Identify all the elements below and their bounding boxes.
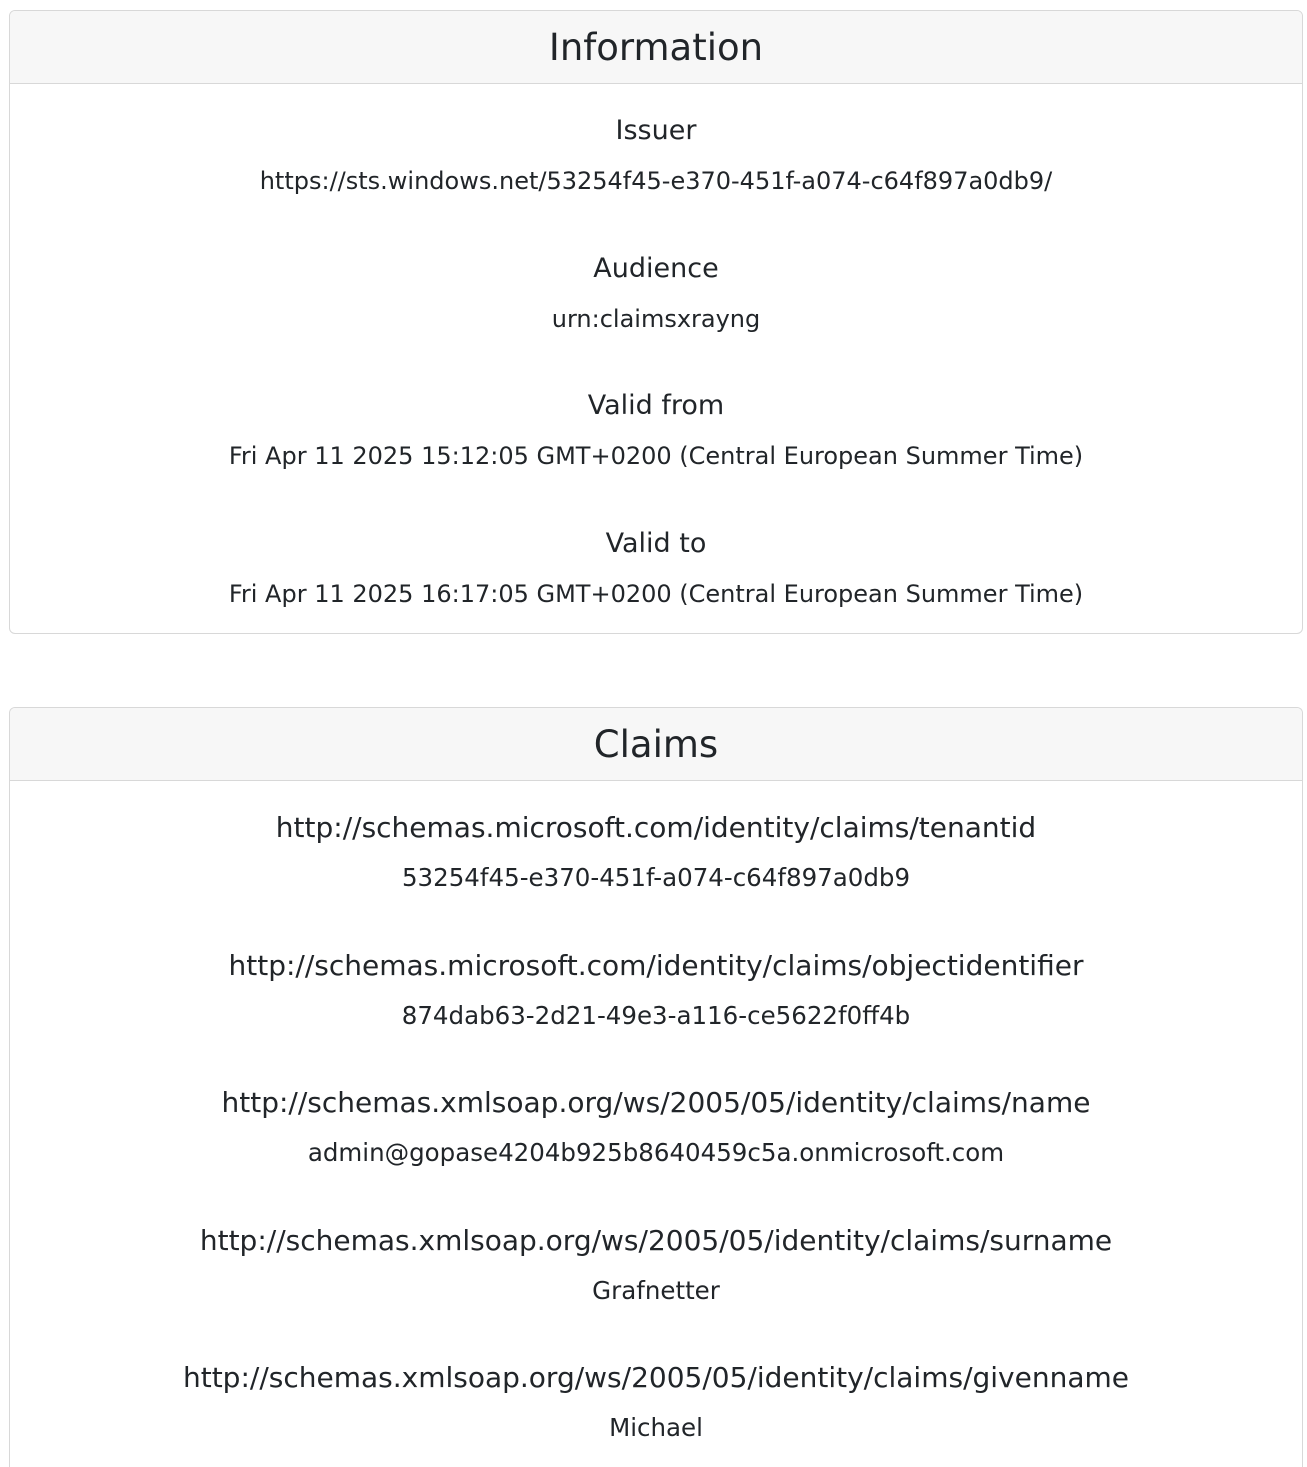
claim-type: http://schemas.xmlsoap.org/ws/2005/05/identity/claims/name [221, 1086, 1091, 1119]
claim-type: http://schemas.microsoft.com/identity/claims/tenantid [275, 811, 1037, 844]
information-label: Valid to [605, 527, 707, 559]
claim-value: 53254f45-e370-451f-a074-c64f897a0db9 [401, 863, 911, 892]
claim-item-surname [10, 1221, 1302, 1359]
claim-value: Michael [609, 1413, 703, 1442]
claim-item-givenname [10, 1358, 1302, 1467]
information-value: urn:claimsxrayng [551, 304, 761, 333]
information-item-valid-to [10, 524, 1302, 635]
claim-item-tenantid [10, 808, 1302, 946]
information-item-valid-from [10, 386, 1302, 524]
information-value: https://sts.windows.net/53254f45-e370-451f-a074-c64f897a0db9/ [259, 167, 1053, 195]
claim-value: admin@gopase4204b925b8640459c5a.onmicrosoft.com [307, 1138, 1005, 1167]
information-card [9, 10, 1303, 634]
information-value: Fri Apr 11 2025 15:12:05 GMT+0200 (Central European Summer Time) [228, 442, 1084, 470]
information-value: Fri Apr 11 2025 16:17:05 GMT+0200 (Central European Summer Time) [228, 579, 1084, 608]
information-item-audience [10, 249, 1302, 387]
claim-item-name [10, 1083, 1302, 1221]
claim-type: http://schemas.microsoft.com/identity/claims/objectidentifier [228, 948, 1084, 982]
claim-item-objectidentifier [10, 946, 1302, 1084]
information-label: Valid from [587, 390, 725, 421]
information-label: Issuer [615, 115, 697, 146]
claim-value: 874dab63-2d21-49e3-a116-ce5622f0ff4b [401, 1000, 911, 1030]
claim-value: Grafnetter [592, 1275, 720, 1305]
claims-card [9, 707, 1303, 1467]
claim-type: http://schemas.xmlsoap.org/ws/2005/05/identity/claims/surname [199, 1223, 1113, 1257]
claims-list [10, 781, 1302, 1467]
information-card-title: Information [10, 11, 1302, 84]
information-label: Audience [593, 252, 719, 284]
claim-type: http://schemas.xmlsoap.org/ws/2005/05/identity/claims/givenname [182, 1361, 1130, 1394]
information-item-issuer [10, 111, 1302, 249]
claims-card-title: Claims [10, 708, 1302, 781]
information-list [10, 84, 1302, 634]
